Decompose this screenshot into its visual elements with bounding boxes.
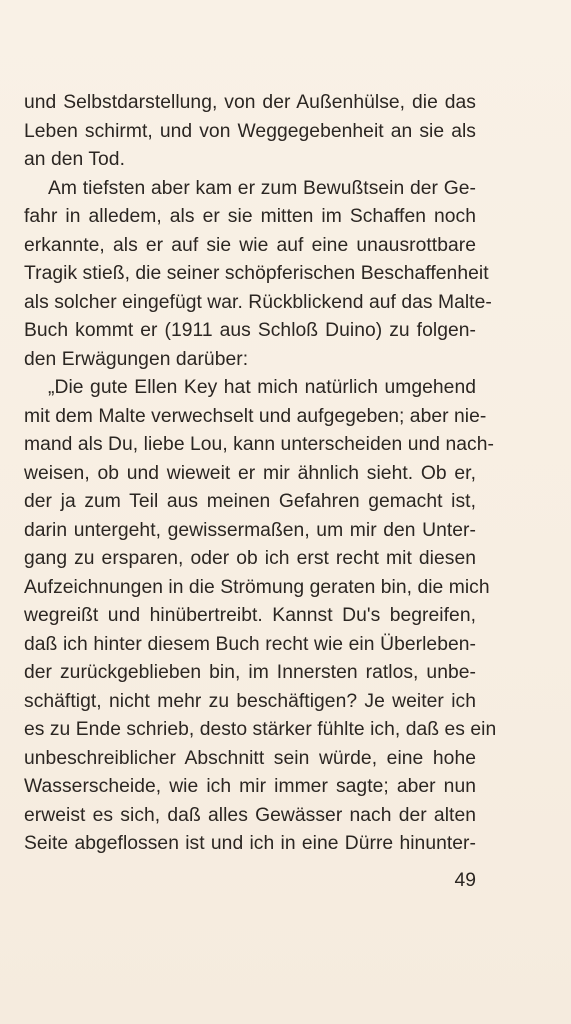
text-line: an den Tod. bbox=[24, 149, 125, 170]
text-line: Tragik stieß, die seiner schöpferischen Beschaffenheit bbox=[24, 263, 489, 284]
text-line: der ja zum Teil aus meinen Gefahren gemacht ist, bbox=[24, 491, 476, 512]
text-line: daß ich hinter diesem Buch recht wie ein Überleben- bbox=[24, 633, 476, 655]
text-line: der zurückgeblieben bin, im Innersten ratlos, unbe- bbox=[24, 662, 476, 683]
text-line: darin untergeht, gewissermaßen, um mir den Unter- bbox=[24, 519, 476, 541]
text-line: schäftigt, nicht mehr zu beschäftigen? Je weiter ich bbox=[24, 690, 476, 712]
text-line: Wasserscheide, wie ich mir immer sagte; aber nun bbox=[24, 776, 476, 797]
text-line: wegreißt und hinübertreibt. Kannst Du's begreifen, bbox=[24, 605, 476, 626]
text-line: mit dem Malte verwechselt und aufgegeben; aber nie- bbox=[24, 405, 487, 427]
text-line: als solcher eingefügt war. Rückblickend auf das Malte- bbox=[24, 291, 492, 313]
text-line: mand als Du, liebe Lou, kann unterscheiden und nach- bbox=[24, 434, 494, 455]
text-line: Seite abgeflossen ist und ich in eine Dürre hinunter- bbox=[24, 833, 476, 854]
text-line: Aufzeichnungen in die Strömung geraten bin, die mich bbox=[24, 576, 490, 598]
text-line: den Erwägungen darüber: bbox=[24, 348, 249, 370]
text-line: fahr in alledem, als er sie mitten im Schaffen noch bbox=[24, 206, 476, 227]
paragraph bbox=[24, 89, 476, 175]
text-line: Buch kommt er (1911 aus Schloß Duino) zu folgen- bbox=[24, 320, 476, 341]
text-line: erkannte, als er auf sie wie auf eine unausrottbare bbox=[24, 234, 476, 256]
text-line: weisen, ob und wieweit er mir ähnlich sieht. Ob er, bbox=[24, 462, 476, 484]
text-line: Leben schirmt, und von Weggegebenheit an sie als bbox=[24, 120, 476, 142]
text-line: „Die gute Ellen Key hat mich natürlich umgehend bbox=[48, 377, 476, 398]
paragraph bbox=[24, 374, 497, 859]
page-number: 49 bbox=[454, 870, 476, 891]
body-text bbox=[24, 89, 497, 859]
text-line: Am tiefsten aber kam er zum Bewußtsein der Ge- bbox=[48, 177, 476, 199]
text-line: es zu Ende schrieb, desto stärker fühlte ich, daß es ein bbox=[24, 719, 497, 740]
text-line: und Selbstdarstellung, von der Außenhülse, die das bbox=[24, 92, 476, 113]
paragraph bbox=[24, 175, 492, 375]
text-line: unbeschreiblicher Abschnitt sein würde, eine hohe bbox=[24, 747, 476, 769]
text-line: gang zu ersparen, oder ob ich erst recht mit diesen bbox=[24, 548, 476, 569]
text-line: erweist es sich, daß alles Gewässer nach der alten bbox=[24, 804, 476, 826]
